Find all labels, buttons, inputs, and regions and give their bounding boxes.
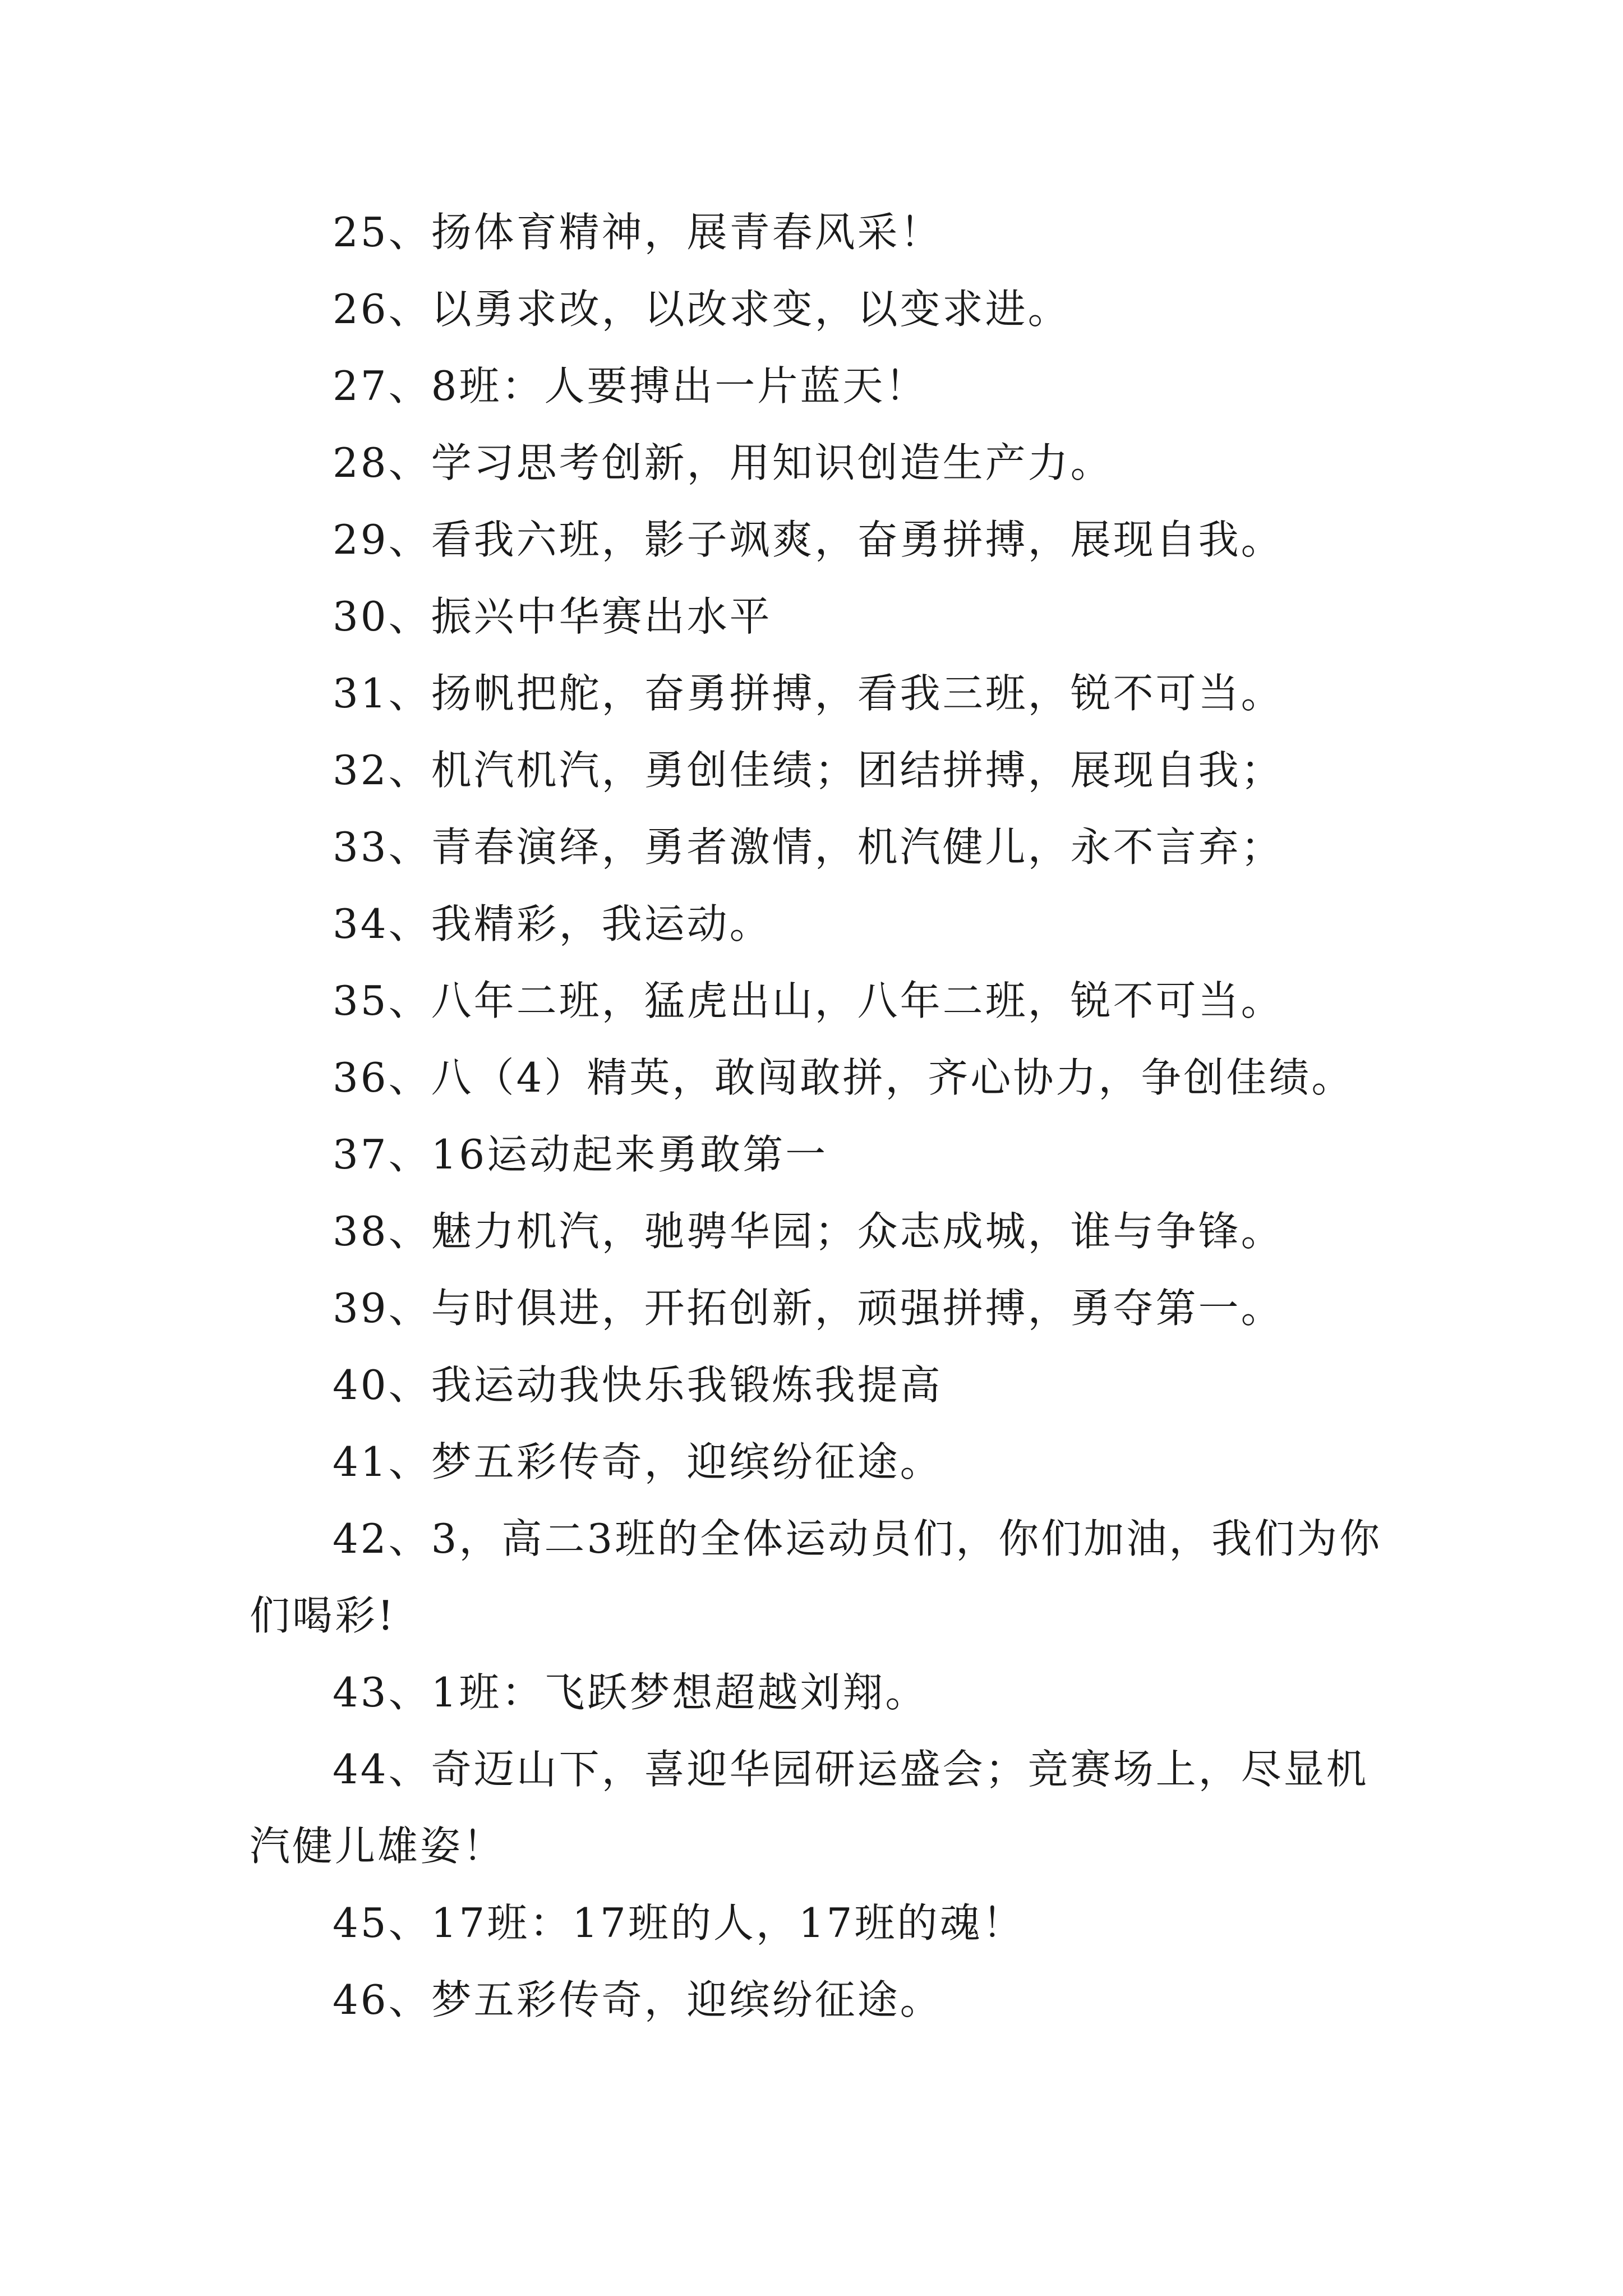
- list-item: 33、青春演绎，勇者激情，机汽健儿，永不言弃；: [333, 823, 1284, 871]
- list-item: 41、梦五彩传奇，迎缤纷征途。: [333, 1438, 943, 1485]
- list-item: 32、机汽机汽，勇创佳绩；团结拼搏，展现自我；: [333, 747, 1284, 794]
- list-item: 31、扬帆把舵，奋勇拼搏，看我三班，锐不可当。: [333, 670, 1284, 717]
- list-item: 45、17班：17班的人，17班的魂！: [333, 1899, 1025, 1947]
- list-item: 39、与时俱进，开拓创新，顽强拼搏，勇夺第一。: [333, 1285, 1284, 1332]
- list-item: 40、我运动我快乐我锻炼我提高: [333, 1361, 943, 1409]
- list-item: 30、振兴中华赛出水平: [333, 593, 772, 640]
- list-item: 34、我精彩，我运动。: [333, 900, 772, 947]
- list-item: 42、3，高二3班的全体运动员们，你们加油，我们为你们喝彩!: [250, 1515, 1382, 1639]
- list-item: 28、学习思考创新，用知识创造生产力。: [333, 439, 1113, 486]
- list-item: 43、1班：飞跃梦想超越刘翔。: [333, 1669, 928, 1716]
- list-item: 27、8班：人要搏出一片蓝天！: [333, 362, 928, 409]
- list-item: 25、扬体育精神，展青春风采！: [333, 209, 943, 256]
- list-item: 46、梦五彩传奇，迎缤纷征途。: [333, 1976, 943, 2023]
- list-item: 35、八年二班，猛虎出山，八年二班，锐不可当。: [333, 977, 1284, 1024]
- slogan-list: [250, 194, 1391, 2039]
- list-item: 44、奇迈山下，喜迎华园研运盛会；竞赛场上，尽显机汽健儿雄姿！: [250, 1746, 1369, 1870]
- list-item: 26、以勇求改，以改求变，以变求进。: [333, 286, 1071, 333]
- list-item: 38、魅力机汽，驰骋华园；众志成城，谁与争锋。: [333, 1208, 1284, 1255]
- list-item: 36、八（4）精英，敢闯敢拼，齐心协力，争创佳绩。: [333, 1054, 1354, 1101]
- list-item: 29、看我六班，影子飒爽，奋勇拼搏，展现自我。: [333, 516, 1284, 563]
- list-item: 37、16运动起来勇敢第一: [333, 1131, 828, 1178]
